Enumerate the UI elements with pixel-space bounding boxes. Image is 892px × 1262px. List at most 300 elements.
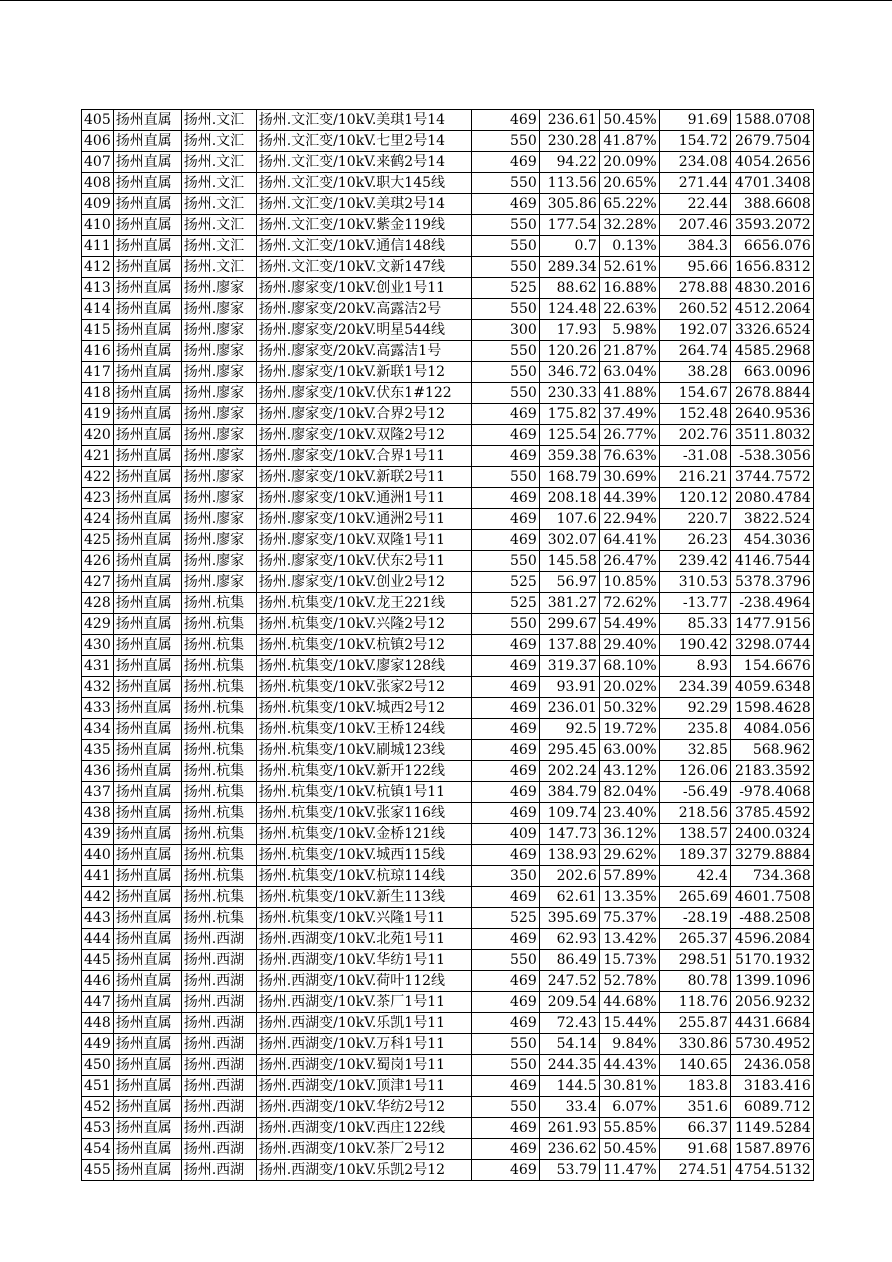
cell-capacity: 550 (471, 950, 539, 971)
cell-spare-value: 4431.6684 (730, 1013, 813, 1034)
cell-spare-value: 1656.8312 (730, 257, 813, 278)
cell-feeder-name: 扬州.西湖变/10kV.茶厂1号11 (256, 992, 471, 1013)
cell-station: 扬州.杭集 (181, 698, 256, 719)
table-row (82, 1139, 814, 1160)
cell-spare-capacity: -28.19 (659, 908, 730, 929)
cell-row-index: 433 (82, 698, 114, 719)
cell-load-rate: 44.43% (599, 1055, 659, 1076)
cell-feeder-name: 扬州.廖家变/10kV.新联2号11 (256, 467, 471, 488)
cell-capacity: 550 (471, 383, 539, 404)
cell-company: 扬州直属 (113, 782, 181, 803)
cell-capacity: 469 (471, 1118, 539, 1139)
cell-load: 202.6 (539, 866, 599, 887)
cell-company: 扬州直属 (113, 929, 181, 950)
cell-station: 扬州.西湖 (181, 1013, 256, 1034)
cell-feeder-name: 扬州.西湖变/10kV.茶厂2号12 (256, 1139, 471, 1160)
cell-station: 扬州.廖家 (181, 488, 256, 509)
cell-capacity: 525 (471, 572, 539, 593)
cell-company: 扬州直属 (113, 698, 181, 719)
cell-load: 56.97 (539, 572, 599, 593)
cell-load-rate: 29.40% (599, 635, 659, 656)
cell-row-index: 438 (82, 803, 114, 824)
cell-spare-capacity: 298.51 (659, 950, 730, 971)
cell-spare-capacity: 140.65 (659, 1055, 730, 1076)
cell-capacity: 409 (471, 824, 539, 845)
cell-load: 305.86 (539, 194, 599, 215)
cell-company: 扬州直属 (113, 110, 181, 131)
cell-spare-value: 1477.9156 (730, 614, 813, 635)
cell-station: 扬州.廖家 (181, 341, 256, 362)
cell-row-index: 413 (82, 278, 114, 299)
cell-capacity: 469 (471, 971, 539, 992)
cell-company: 扬州直属 (113, 152, 181, 173)
cell-row-index: 436 (82, 761, 114, 782)
cell-spare-value: 388.6608 (730, 194, 813, 215)
cell-spare-capacity: 330.86 (659, 1034, 730, 1055)
cell-load-rate: 32.28% (599, 215, 659, 236)
cell-row-index: 425 (82, 530, 114, 551)
cell-spare-capacity: 38.28 (659, 362, 730, 383)
cell-row-index: 444 (82, 929, 114, 950)
cell-company: 扬州直属 (113, 236, 181, 257)
cell-company: 扬州直属 (113, 761, 181, 782)
table-row (82, 257, 814, 278)
cell-company: 扬州直属 (113, 446, 181, 467)
cell-capacity: 525 (471, 278, 539, 299)
cell-load: 124.48 (539, 299, 599, 320)
cell-row-index: 451 (82, 1076, 114, 1097)
cell-load-rate: 20.65% (599, 173, 659, 194)
cell-load-rate: 43.12% (599, 761, 659, 782)
cell-company: 扬州直属 (113, 404, 181, 425)
cell-feeder-name: 扬州.廖家变/20kV.高露洁1号 (256, 341, 471, 362)
cell-company: 扬州直属 (113, 677, 181, 698)
cell-load-rate: 15.73% (599, 950, 659, 971)
data-table (81, 109, 814, 1181)
cell-feeder-name: 扬州.文汇变/10kV.紫金119线 (256, 215, 471, 236)
cell-spare-capacity: 32.85 (659, 740, 730, 761)
cell-company: 扬州直属 (113, 656, 181, 677)
cell-company: 扬州直属 (113, 1118, 181, 1139)
cell-feeder-name: 扬州.杭集变/10kV.杭镇1号11 (256, 782, 471, 803)
table-row (82, 341, 814, 362)
cell-capacity: 550 (471, 551, 539, 572)
cell-load-rate: 0.13% (599, 236, 659, 257)
cell-station: 扬州.杭集 (181, 908, 256, 929)
cell-feeder-name: 扬州.杭集变/10kV.张家116线 (256, 803, 471, 824)
table-row (82, 614, 814, 635)
cell-spare-value: 5378.3796 (730, 572, 813, 593)
cell-capacity: 469 (471, 635, 539, 656)
cell-station: 扬州.文汇 (181, 257, 256, 278)
cell-company: 扬州直属 (113, 887, 181, 908)
cell-row-index: 448 (82, 1013, 114, 1034)
cell-row-index: 441 (82, 866, 114, 887)
cell-spare-capacity: 85.33 (659, 614, 730, 635)
cell-spare-capacity: 234.08 (659, 152, 730, 173)
cell-row-index: 440 (82, 845, 114, 866)
cell-station: 扬州.文汇 (181, 173, 256, 194)
cell-feeder-name: 扬州.西湖变/10kV.万科1号11 (256, 1034, 471, 1055)
cell-load: 202.24 (539, 761, 599, 782)
cell-load-rate: 30.69% (599, 467, 659, 488)
cell-spare-capacity: 234.39 (659, 677, 730, 698)
table-row (82, 152, 814, 173)
cell-load-rate: 82.04% (599, 782, 659, 803)
cell-spare-capacity: 264.74 (659, 341, 730, 362)
cell-load: 289.34 (539, 257, 599, 278)
cell-spare-value: 663.0096 (730, 362, 813, 383)
cell-feeder-name: 扬州.廖家变/10kV.双隆1号11 (256, 530, 471, 551)
cell-feeder-name: 扬州.廖家变/10kV.合界1号11 (256, 446, 471, 467)
cell-spare-capacity: 154.72 (659, 131, 730, 152)
cell-row-index: 424 (82, 509, 114, 530)
cell-feeder-name: 扬州.杭集变/10kV.廖家128线 (256, 656, 471, 677)
table-row (82, 467, 814, 488)
cell-spare-value: 3326.6524 (730, 320, 813, 341)
cell-spare-capacity: 92.29 (659, 698, 730, 719)
cell-company: 扬州直属 (113, 635, 181, 656)
cell-load: 144.5 (539, 1076, 599, 1097)
cell-spare-value: -538.3056 (730, 446, 813, 467)
cell-feeder-name: 扬州.西湖变/10kV.华纺1号11 (256, 950, 471, 971)
cell-load: 359.38 (539, 446, 599, 467)
cell-spare-capacity: 202.76 (659, 425, 730, 446)
cell-capacity: 469 (471, 425, 539, 446)
cell-load: 17.93 (539, 320, 599, 341)
cell-spare-capacity: 95.66 (659, 257, 730, 278)
cell-spare-value: 3822.524 (730, 509, 813, 530)
cell-capacity: 469 (471, 761, 539, 782)
cell-load: 125.54 (539, 425, 599, 446)
cell-load-rate: 75.37% (599, 908, 659, 929)
cell-company: 扬州直属 (113, 299, 181, 320)
table-row (82, 278, 814, 299)
cell-row-index: 407 (82, 152, 114, 173)
cell-feeder-name: 扬州.文汇变/10kV.美琪1号14 (256, 110, 471, 131)
cell-row-index: 432 (82, 677, 114, 698)
cell-spare-capacity: 42.4 (659, 866, 730, 887)
cell-row-index: 405 (82, 110, 114, 131)
cell-company: 扬州直属 (113, 845, 181, 866)
table-row (82, 824, 814, 845)
cell-load-rate: 13.35% (599, 887, 659, 908)
cell-capacity: 350 (471, 866, 539, 887)
cell-capacity: 550 (471, 257, 539, 278)
cell-capacity: 469 (471, 509, 539, 530)
cell-company: 扬州直属 (113, 509, 181, 530)
table-row (82, 320, 814, 341)
cell-load-rate: 26.47% (599, 551, 659, 572)
cell-capacity: 469 (471, 152, 539, 173)
cell-spare-capacity: 120.12 (659, 488, 730, 509)
cell-row-index: 422 (82, 467, 114, 488)
cell-load-rate: 63.00% (599, 740, 659, 761)
cell-feeder-name: 扬州.杭集变/10kV.城西115线 (256, 845, 471, 866)
cell-spare-value: 1587.8976 (730, 1139, 813, 1160)
cell-load: 208.18 (539, 488, 599, 509)
table-row (82, 194, 814, 215)
cell-spare-capacity: -31.08 (659, 446, 730, 467)
cell-load: 0.7 (539, 236, 599, 257)
cell-station: 扬州.廖家 (181, 320, 256, 341)
cell-station: 扬州.杭集 (181, 656, 256, 677)
cell-load: 113.56 (539, 173, 599, 194)
cell-row-index: 415 (82, 320, 114, 341)
table-row (82, 656, 814, 677)
cell-spare-capacity: 274.51 (659, 1160, 730, 1181)
cell-load: 247.52 (539, 971, 599, 992)
cell-station: 扬州.西湖 (181, 1055, 256, 1076)
cell-spare-value: 4146.7544 (730, 551, 813, 572)
cell-load-rate: 20.09% (599, 152, 659, 173)
cell-capacity: 550 (471, 173, 539, 194)
cell-load-rate: 64.41% (599, 530, 659, 551)
cell-station: 扬州.杭集 (181, 761, 256, 782)
cell-feeder-name: 扬州.西湖变/10kV.北苑1号11 (256, 929, 471, 950)
cell-spare-value: 3279.8884 (730, 845, 813, 866)
cell-load-rate: 21.87% (599, 341, 659, 362)
table-body (82, 110, 814, 1181)
cell-company: 扬州直属 (113, 908, 181, 929)
cell-spare-capacity: 138.57 (659, 824, 730, 845)
page-top-border (0, 0, 892, 1)
cell-spare-value: 6656.076 (730, 236, 813, 257)
cell-load: 93.91 (539, 677, 599, 698)
cell-spare-capacity: 22.44 (659, 194, 730, 215)
cell-feeder-name: 扬州.西湖变/10kV.荷叶112线 (256, 971, 471, 992)
cell-company: 扬州直属 (113, 551, 181, 572)
cell-company: 扬州直属 (113, 1055, 181, 1076)
cell-company: 扬州直属 (113, 467, 181, 488)
cell-spare-value: 3593.2072 (730, 215, 813, 236)
cell-spare-capacity: -56.49 (659, 782, 730, 803)
cell-capacity: 469 (471, 488, 539, 509)
cell-station: 扬州.杭集 (181, 845, 256, 866)
cell-feeder-name: 扬州.廖家变/20kV.高露洁2号 (256, 299, 471, 320)
table-row (82, 719, 814, 740)
cell-spare-value: 6089.712 (730, 1097, 813, 1118)
table-row (82, 446, 814, 467)
cell-capacity: 469 (471, 929, 539, 950)
cell-station: 扬州.杭集 (181, 593, 256, 614)
cell-capacity: 550 (471, 1055, 539, 1076)
cell-load-rate: 68.10% (599, 656, 659, 677)
cell-feeder-name: 扬州.西湖变/10kV.乐凯1号11 (256, 1013, 471, 1034)
table-row (82, 929, 814, 950)
cell-capacity: 525 (471, 593, 539, 614)
cell-spare-capacity: 118.76 (659, 992, 730, 1013)
cell-capacity: 300 (471, 320, 539, 341)
cell-feeder-name: 扬州.杭集变/10kV.杭镇2号12 (256, 635, 471, 656)
table-row (82, 215, 814, 236)
cell-station: 扬州.杭集 (181, 719, 256, 740)
cell-spare-capacity: 66.37 (659, 1118, 730, 1139)
cell-load-rate: 20.02% (599, 677, 659, 698)
cell-load: 62.93 (539, 929, 599, 950)
cell-station: 扬州.廖家 (181, 551, 256, 572)
cell-row-index: 431 (82, 656, 114, 677)
cell-spare-value: 5170.1932 (730, 950, 813, 971)
cell-capacity: 469 (471, 656, 539, 677)
cell-company: 扬州直属 (113, 362, 181, 383)
table-row (82, 866, 814, 887)
table-row (82, 698, 814, 719)
cell-load-rate: 6.07% (599, 1097, 659, 1118)
table-row (82, 782, 814, 803)
cell-load-rate: 26.77% (599, 425, 659, 446)
cell-spare-capacity: 235.8 (659, 719, 730, 740)
cell-row-index: 445 (82, 950, 114, 971)
cell-company: 扬州直属 (113, 950, 181, 971)
cell-feeder-name: 扬州.西湖变/10kV.蜀岗1号11 (256, 1055, 471, 1076)
cell-capacity: 469 (471, 740, 539, 761)
cell-load-rate: 57.89% (599, 866, 659, 887)
cell-station: 扬州.杭集 (181, 635, 256, 656)
cell-row-index: 419 (82, 404, 114, 425)
cell-load: 236.01 (539, 698, 599, 719)
cell-load-rate: 16.88% (599, 278, 659, 299)
cell-spare-capacity: 216.21 (659, 467, 730, 488)
table-row (82, 404, 814, 425)
cell-company: 扬州直属 (113, 383, 181, 404)
cell-station: 扬州.廖家 (181, 467, 256, 488)
cell-capacity: 469 (471, 404, 539, 425)
cell-capacity: 469 (471, 1139, 539, 1160)
cell-station: 扬州.西湖 (181, 1097, 256, 1118)
cell-load: 168.79 (539, 467, 599, 488)
cell-load-rate: 44.39% (599, 488, 659, 509)
cell-load: 147.73 (539, 824, 599, 845)
cell-row-index: 410 (82, 215, 114, 236)
cell-capacity: 469 (471, 1013, 539, 1034)
cell-load-rate: 22.63% (599, 299, 659, 320)
cell-feeder-name: 扬州.杭集变/10kV.城西2号12 (256, 698, 471, 719)
cell-spare-capacity: 154.67 (659, 383, 730, 404)
cell-station: 扬州.廖家 (181, 278, 256, 299)
cell-feeder-name: 扬州.廖家变/10kV.伏东1#122 (256, 383, 471, 404)
cell-company: 扬州直属 (113, 278, 181, 299)
cell-row-index: 443 (82, 908, 114, 929)
cell-feeder-name: 扬州.杭集变/10kV.刷城123线 (256, 740, 471, 761)
table-row (82, 383, 814, 404)
cell-row-index: 416 (82, 341, 114, 362)
cell-load: 244.35 (539, 1055, 599, 1076)
cell-station: 扬州.文汇 (181, 110, 256, 131)
cell-feeder-name: 扬州.廖家变/10kV.合界2号12 (256, 404, 471, 425)
cell-load-rate: 15.44% (599, 1013, 659, 1034)
cell-capacity: 525 (471, 908, 539, 929)
cell-capacity: 469 (471, 719, 539, 740)
table-row (82, 887, 814, 908)
cell-spare-value: 154.6676 (730, 656, 813, 677)
cell-station: 扬州.廖家 (181, 530, 256, 551)
cell-load-rate: 50.45% (599, 110, 659, 131)
cell-row-index: 430 (82, 635, 114, 656)
cell-station: 扬州.杭集 (181, 887, 256, 908)
cell-load-rate: 63.04% (599, 362, 659, 383)
table-row (82, 236, 814, 257)
table-row (82, 593, 814, 614)
cell-load: 395.69 (539, 908, 599, 929)
cell-capacity: 469 (471, 845, 539, 866)
cell-row-index: 439 (82, 824, 114, 845)
cell-company: 扬州直属 (113, 173, 181, 194)
cell-company: 扬州直属 (113, 1034, 181, 1055)
cell-capacity: 469 (471, 194, 539, 215)
table-row (82, 551, 814, 572)
cell-spare-capacity: -13.77 (659, 593, 730, 614)
cell-station: 扬州.西湖 (181, 971, 256, 992)
cell-capacity: 550 (471, 614, 539, 635)
cell-row-index: 434 (82, 719, 114, 740)
cell-spare-capacity: 91.69 (659, 110, 730, 131)
cell-row-index: 442 (82, 887, 114, 908)
table-row (82, 635, 814, 656)
cell-company: 扬州直属 (113, 740, 181, 761)
cell-spare-value: 1588.0708 (730, 110, 813, 131)
cell-station: 扬州.西湖 (181, 929, 256, 950)
cell-capacity: 469 (471, 782, 539, 803)
cell-row-index: 411 (82, 236, 114, 257)
cell-spare-value: -488.2508 (730, 908, 813, 929)
cell-spare-capacity: 218.56 (659, 803, 730, 824)
table-row (82, 1013, 814, 1034)
cell-load-rate: 55.85% (599, 1118, 659, 1139)
cell-station: 扬州.杭集 (181, 824, 256, 845)
cell-feeder-name: 扬州.西湖变/10kV.华纺2号12 (256, 1097, 471, 1118)
cell-spare-capacity: 278.88 (659, 278, 730, 299)
table-row (82, 908, 814, 929)
cell-company: 扬州直属 (113, 1139, 181, 1160)
cell-load: 88.62 (539, 278, 599, 299)
cell-spare-capacity: 80.78 (659, 971, 730, 992)
cell-load-rate: 44.68% (599, 992, 659, 1013)
table-row (82, 803, 814, 824)
cell-load-rate: 52.78% (599, 971, 659, 992)
cell-capacity: 469 (471, 1076, 539, 1097)
cell-station: 扬州.西湖 (181, 1160, 256, 1181)
cell-load-rate: 52.61% (599, 257, 659, 278)
cell-station: 扬州.杭集 (181, 866, 256, 887)
cell-company: 扬州直属 (113, 1160, 181, 1181)
cell-row-index: 409 (82, 194, 114, 215)
cell-row-index: 446 (82, 971, 114, 992)
cell-spare-value: 5730.4952 (730, 1034, 813, 1055)
cell-spare-value: 4601.7508 (730, 887, 813, 908)
cell-spare-capacity: 183.8 (659, 1076, 730, 1097)
cell-station: 扬州.杭集 (181, 614, 256, 635)
cell-spare-value: 4830.2016 (730, 278, 813, 299)
table-row (82, 677, 814, 698)
cell-company: 扬州直属 (113, 131, 181, 152)
cell-capacity: 469 (471, 992, 539, 1013)
cell-load: 137.88 (539, 635, 599, 656)
cell-capacity: 469 (471, 110, 539, 131)
cell-station: 扬州.廖家 (181, 404, 256, 425)
cell-spare-value: -238.4964 (730, 593, 813, 614)
cell-load: 53.79 (539, 1160, 599, 1181)
cell-load: 319.37 (539, 656, 599, 677)
cell-company: 扬州直属 (113, 257, 181, 278)
cell-row-index: 455 (82, 1160, 114, 1181)
table-row (82, 1118, 814, 1139)
cell-company: 扬州直属 (113, 194, 181, 215)
cell-row-index: 437 (82, 782, 114, 803)
cell-row-index: 427 (82, 572, 114, 593)
cell-station: 扬州.西湖 (181, 1034, 256, 1055)
cell-company: 扬州直属 (113, 971, 181, 992)
